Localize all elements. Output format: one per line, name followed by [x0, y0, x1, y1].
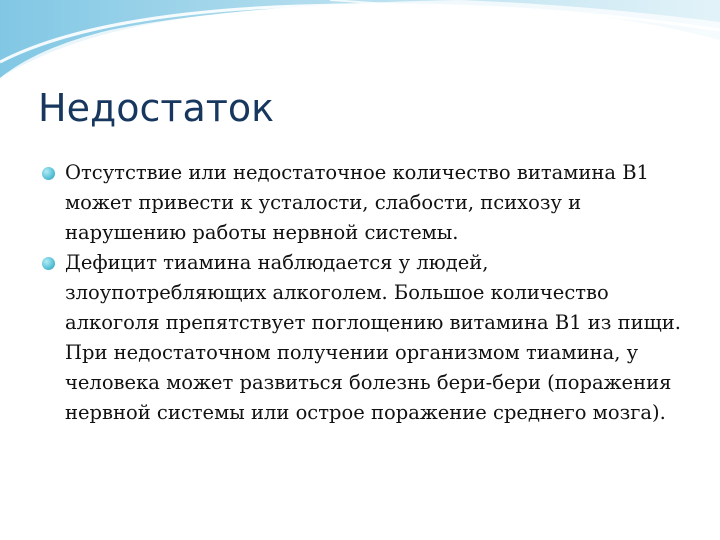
bullet-text: Дефицит тиамина наблюдается у людей, злоупотребляющих алкоголем. Большое количество алкоголя препятствует поглощению витамина В1 из пищи. При недостаточном получении организмом тиамина, у человека может развиться болезнь бери-бери (поражения нервной системы или острое поражение среднего мозга).	[65, 251, 681, 424]
bullet-list	[40, 158, 690, 428]
bullet-text: Отсутствие или недостаточное количество витамина В1 может привести к усталости, слабости, психозу и нарушению работы нервной системы.	[65, 161, 649, 244]
round-bullet-icon	[42, 167, 55, 180]
bullet-item	[40, 158, 690, 248]
round-bullet-icon	[42, 257, 55, 270]
bullet-item	[40, 248, 690, 428]
slide-title: Недостаток	[38, 86, 275, 130]
